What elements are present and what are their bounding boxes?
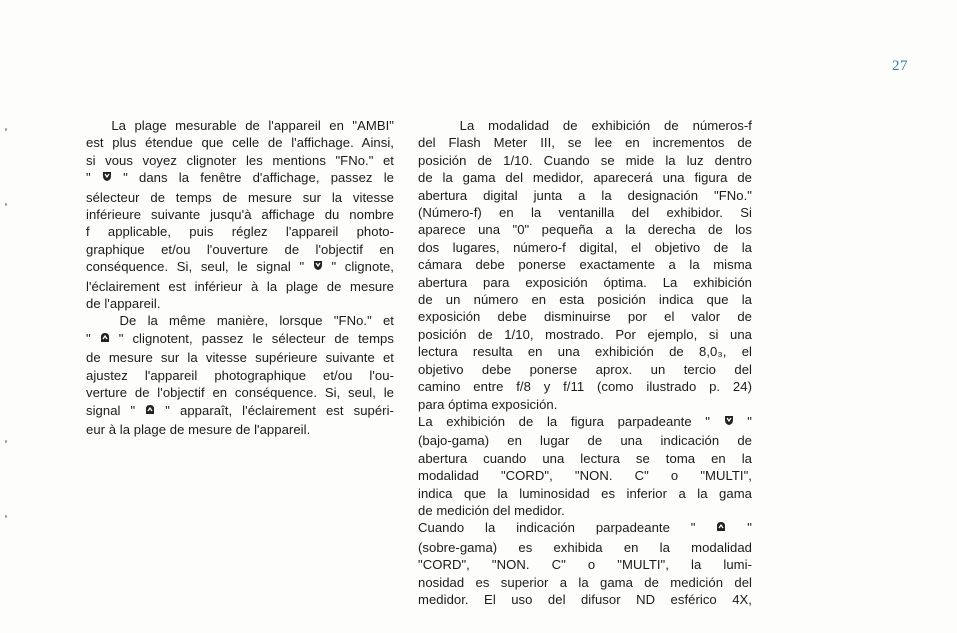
french-column bbox=[86, 117, 394, 438]
text-line: conséquence. Si, seul, le signal " " clignote, bbox=[86, 258, 394, 277]
under-range-icon bbox=[313, 260, 323, 277]
text-line: "CORD", "NON. C" o "MULTI", la lumi- bbox=[418, 557, 752, 573]
margin-speck bbox=[5, 515, 7, 518]
text-line: De la même manière, lorsque "FNo." et bbox=[86, 313, 394, 329]
text-line: posición de 1/10. Cuando se mide la luz dentro bbox=[418, 152, 752, 168]
text-line: cámara debe ponerse exactamente a la misma bbox=[418, 257, 752, 273]
text-line: (bajo-gama) en lugar de una indicación de bbox=[418, 433, 752, 449]
text-line: ajustez l'appareil photographique et/ou l'ou- bbox=[86, 367, 394, 383]
text-line: objetivo debe ponerse aprox. un tercio del bbox=[418, 361, 752, 377]
text-line: (Número-f) en la ventanilla del exhibidor. Si bbox=[418, 205, 752, 221]
text-line: f applicable, puis réglez l'appareil photo- bbox=[86, 224, 394, 240]
text-line: de medición del medidor. bbox=[418, 502, 565, 518]
text-line: verture de l'objectif en conséquence. Si, seul, le bbox=[86, 385, 394, 401]
text-line: La plage mesurable de l'appareil en "AMBI" bbox=[86, 118, 394, 133]
text-line: aparece una "0" pequeña a la derecha de los bbox=[418, 222, 752, 238]
text-line: abertura cuando una lectura se toma en la bbox=[418, 450, 752, 466]
text-line: modalidad "CORD", "NON. C" o "MULTI", bbox=[418, 468, 752, 484]
text-line: (sobre-gama) es exhibida en la modalidad bbox=[418, 539, 752, 555]
text-line: graphique et/ou l'ouverture de l'objectif en bbox=[86, 241, 394, 257]
text-line: Cuando la indicación parpadeante " " bbox=[418, 519, 752, 538]
text-line: posición de 1/10, mostrado. Por ejemplo, si una bbox=[418, 326, 752, 342]
margin-speck bbox=[5, 203, 7, 206]
text-line: sélecteur de temps de mesure sur la vitesse bbox=[86, 189, 394, 205]
text-line: abertura para exposición óptima. La exhibición bbox=[418, 274, 752, 290]
text-line: l'éclairement est inférieur à la plage de mesure bbox=[86, 278, 394, 294]
text-line: inférieure suivante jusqu'à affichage du nombre bbox=[86, 207, 394, 223]
text-line: " " clignotent, passez le sélecteur de temps bbox=[86, 330, 394, 349]
text-line: si vous voyez clignoter les mentions "FNo." et bbox=[86, 152, 394, 168]
text-line: La exhibición de la figura parpadeante " " bbox=[418, 413, 752, 432]
text-line: indica que la luminosidad es inferior a la gama bbox=[418, 485, 752, 501]
page-number: 27 bbox=[892, 58, 908, 74]
text-line: abertura digital junta a la designación "FNo." bbox=[418, 187, 752, 203]
over-range-icon bbox=[100, 332, 110, 349]
text-line: dos lugares, número-f digital, el objetivo de la bbox=[418, 239, 752, 255]
text-line: de mesure sur la vitesse supérieure suivante et bbox=[86, 350, 394, 366]
text-line: La modalidad de exhibición de números-f bbox=[418, 118, 752, 133]
under-range-icon bbox=[724, 415, 734, 432]
under-range-icon bbox=[102, 171, 112, 188]
text-line: est plus étendue que celle de l'affichage. Ainsi, bbox=[86, 135, 394, 151]
margin-speck bbox=[5, 440, 7, 443]
margin-speck bbox=[5, 128, 7, 131]
text-line: lectura resulta en una exhibición de 8,0₃, el bbox=[418, 344, 752, 360]
text-line: nosidad es superior a la gama de medición del bbox=[418, 574, 752, 590]
spanish-column bbox=[418, 117, 752, 608]
text-line: para óptima exposición. bbox=[418, 396, 558, 412]
text-line: de un número en esta posición indica que la bbox=[418, 292, 752, 308]
text-line: signal " " apparaît, l'éclairement est supéri- bbox=[86, 402, 394, 421]
text-line: de la gama del medidor, aparecerá una figura de bbox=[418, 170, 752, 186]
text-line: de l'appareil. bbox=[86, 296, 161, 312]
text-line: camino entre f/8 y f/11 (como ilustrado p. 24) bbox=[418, 379, 752, 395]
text-line: exposición debe disminuirse por el valor de bbox=[418, 309, 752, 325]
text-line: del Flash Meter III, se lee en incrementos de bbox=[418, 135, 752, 151]
text-line: eur à la plage de mesure de l'appareil. bbox=[86, 421, 311, 437]
over-range-icon bbox=[145, 404, 155, 421]
text-line: " " dans la fenêtre d'affichage, passez le bbox=[86, 169, 394, 188]
text-line: medidor. El uso del difusor ND esférico 4X, bbox=[418, 591, 752, 607]
over-range-icon bbox=[716, 521, 726, 538]
